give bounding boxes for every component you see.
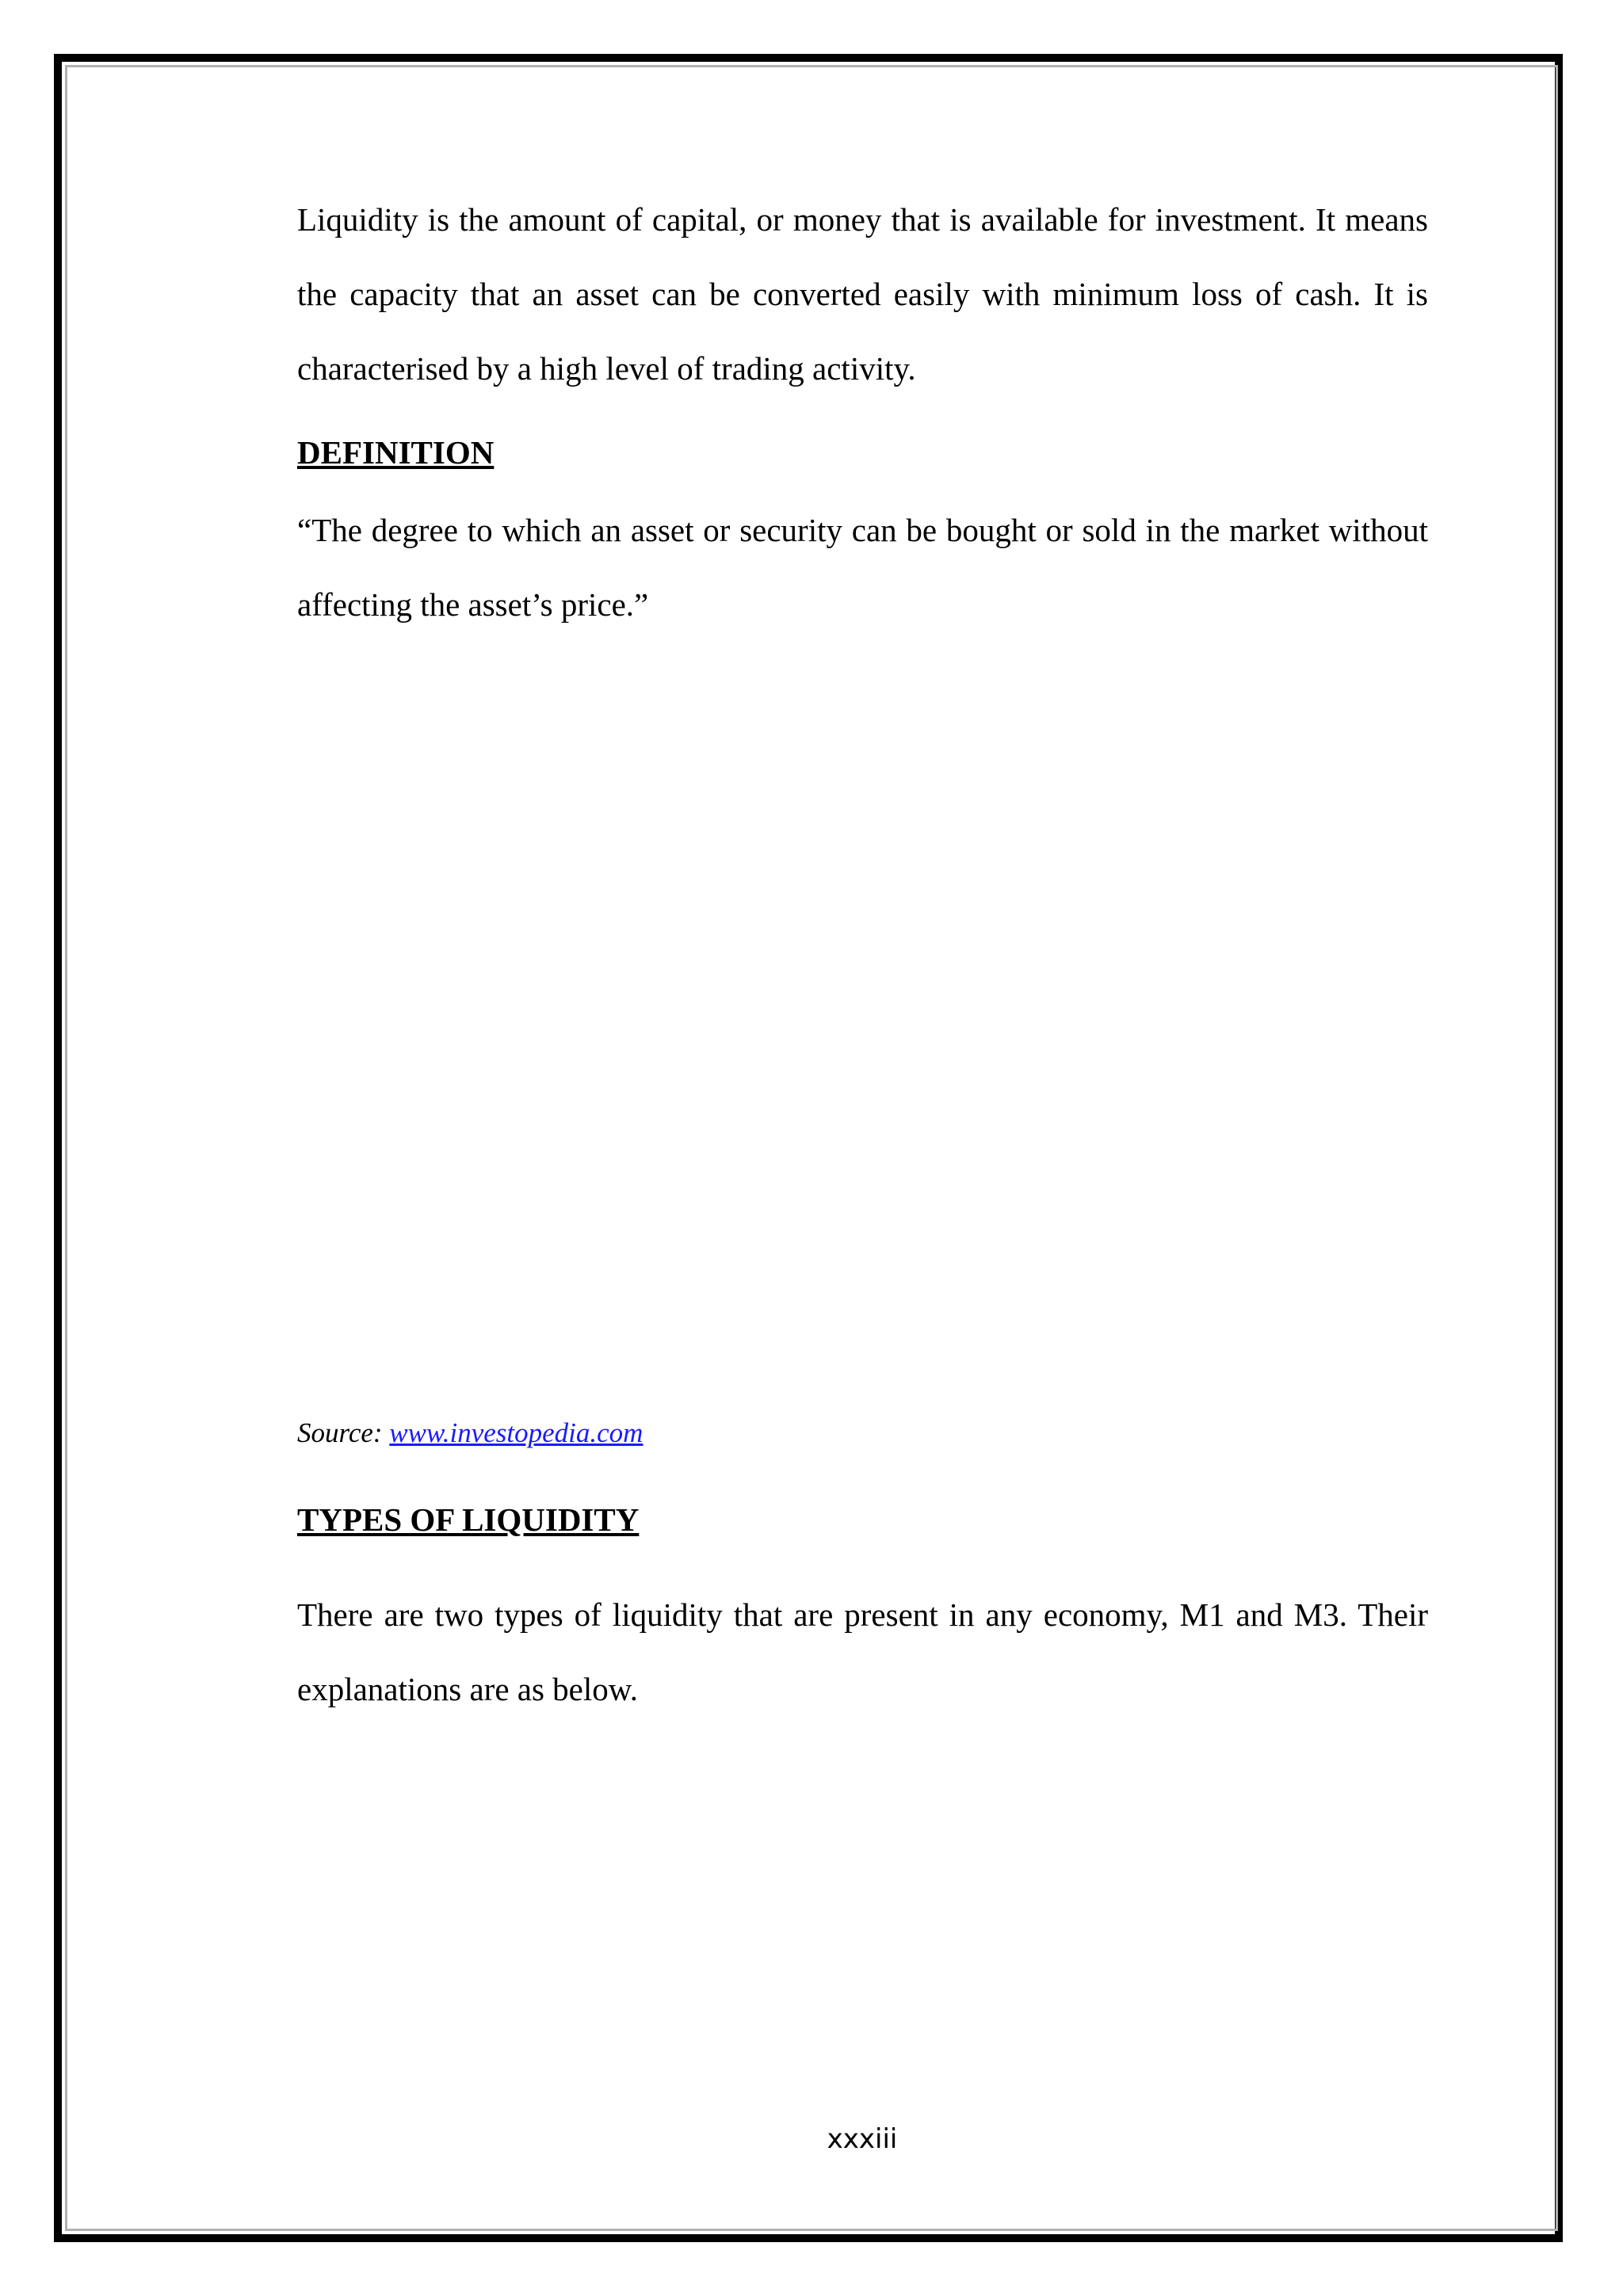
definition-quote: “The degree to which an asset or security can be bought or sold in the market without affecting the asset’s price.”: [297, 512, 1428, 623]
types-heading: TYPES OF LIQUIDITY: [297, 1501, 640, 1538]
page-content: [297, 182, 1428, 1726]
intro-paragraph: Liquidity is the amount of capital, or money that is available for investment. It means the capacity that an asset can be converted easily with minimum loss of cash. It is characterised by a high level of trading activity.: [297, 201, 1428, 387]
source-link[interactable]: www.investopedia.com: [389, 1417, 643, 1448]
page-number: xxxiii: [827, 2123, 898, 2155]
types-paragraph: There are two types of liquidity that are present in any economy, M1 and M3. Their explanations are as below.: [297, 1596, 1428, 1707]
source-line: [297, 1416, 1428, 1451]
definition-heading: DEFINITION: [297, 434, 495, 471]
source-label: Source:: [297, 1417, 390, 1448]
